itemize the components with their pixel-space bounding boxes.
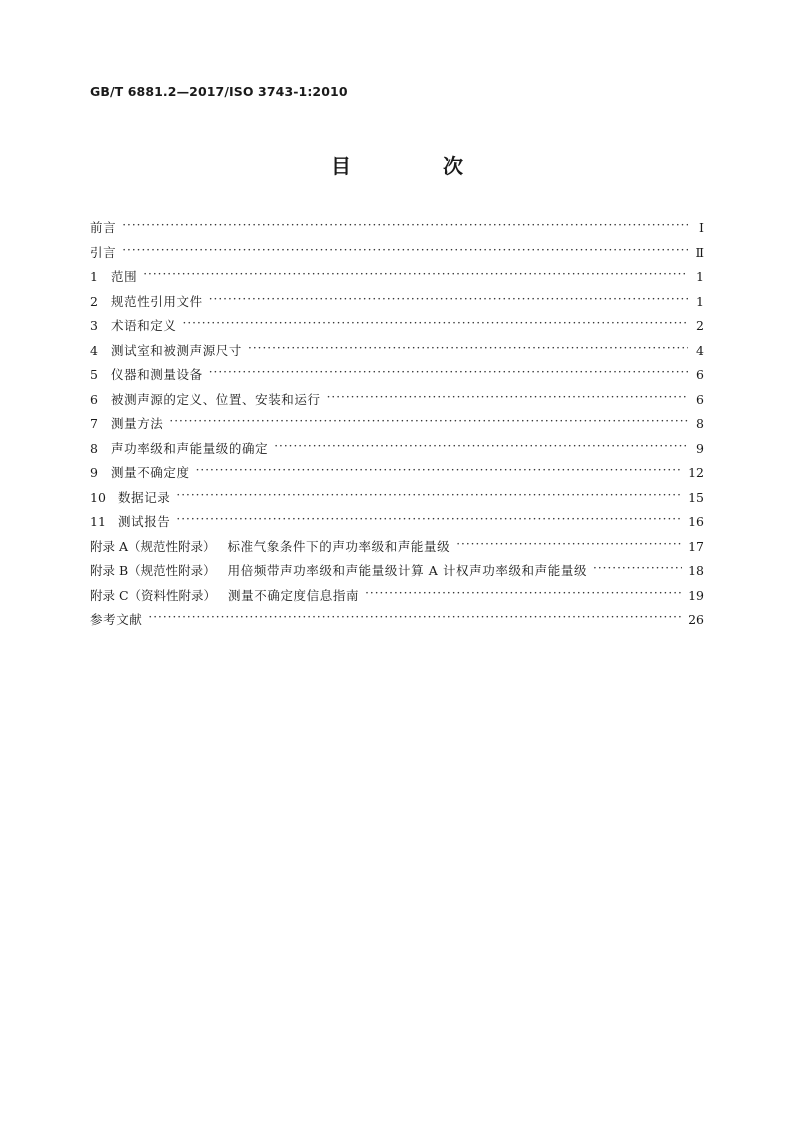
toc-leader: [122, 245, 688, 257]
toc-label: 用倍频带声功率级和声能量级计算 A 计权声功率级和声能量级: [227, 563, 588, 578]
toc-page-number: Ⅰ: [699, 220, 704, 235]
toc-label: 规范性引用文件: [111, 293, 203, 309]
table-of-contents: [90, 216, 704, 633]
toc-page-number: 1: [696, 269, 704, 284]
toc-entry-10[interactable]: [90, 486, 704, 511]
toc-leader: [176, 514, 682, 526]
toc-label: 引言: [90, 244, 117, 260]
toc-leader: [593, 563, 682, 575]
toc-annex-tag: 附录 C（资料性附录）: [90, 587, 217, 603]
toc-section-number: 3: [90, 318, 98, 333]
toc-leader: [365, 588, 682, 600]
toc-page-number: 2: [696, 318, 704, 333]
toc-page-number: 8: [696, 416, 704, 431]
toc-annex-tag: 附录 A（规范性附录）: [90, 538, 216, 554]
toc-page-number: 12: [688, 465, 704, 480]
toc-leader: [209, 294, 688, 306]
toc-entry-bibliography[interactable]: [90, 608, 704, 633]
toc-leader: [196, 465, 682, 477]
toc-page-number: 9: [696, 440, 704, 456]
toc-entry-annex-a[interactable]: [90, 535, 704, 560]
toc-label: 标准气象条件下的声功率级和声能量级: [227, 538, 451, 554]
toc-entry-4[interactable]: [90, 339, 704, 364]
toc-page-number: 1: [696, 293, 704, 309]
toc-entry-annex-c[interactable]: [90, 584, 704, 609]
standard-code: GB/T 6881.2—2017/ISO 3743-1:2010: [90, 84, 348, 99]
toc-leader: [143, 269, 688, 281]
toc-section-number: 5: [90, 367, 98, 382]
toc-entry-introduction[interactable]: [90, 241, 704, 266]
toc-annex-tag: 附录 B（规范性附录）: [90, 563, 216, 578]
toc-leader: [148, 612, 682, 624]
toc-entry-6[interactable]: [90, 388, 704, 413]
toc-entry-11[interactable]: [90, 510, 704, 535]
toc-label: 测量不确定度: [111, 465, 190, 480]
toc-page-number: 4: [696, 342, 704, 358]
toc-entry-3[interactable]: [90, 314, 704, 339]
page-title: 目 次: [331, 154, 499, 178]
toc-leader: [183, 318, 688, 330]
toc-entry-7[interactable]: [90, 412, 704, 437]
toc-leader: [176, 490, 682, 502]
toc-leader: [274, 441, 688, 453]
toc-page-number: 6: [696, 367, 704, 382]
toc-page-number: Ⅱ: [695, 244, 704, 260]
toc-section-number: 8: [90, 440, 98, 456]
toc-section-number: 10: [90, 489, 106, 505]
toc-section-number: 9: [90, 465, 98, 480]
toc-section-number: 4: [90, 342, 98, 358]
toc-label: 被测声源的定义、位置、安装和运行: [111, 391, 321, 407]
toc-leader: [169, 416, 688, 428]
toc-page-number: 16: [688, 514, 704, 529]
toc-leader: [248, 343, 688, 355]
toc-page-number: 26: [688, 612, 704, 627]
toc-label: 仪器和测量设备: [111, 367, 203, 382]
toc-label: 范围: [111, 269, 138, 284]
toc-leader: [122, 220, 688, 232]
toc-entry-8[interactable]: [90, 437, 704, 462]
toc-entry-foreword[interactable]: [90, 216, 704, 241]
toc-section-number: 11: [90, 514, 106, 529]
toc-label: 前言: [90, 220, 117, 235]
toc-section-number: 6: [90, 391, 98, 407]
toc-page-number: 15: [688, 489, 704, 505]
toc-label: 数据记录: [118, 489, 171, 505]
toc-entry-2[interactable]: [90, 290, 704, 315]
toc-section-number: 2: [90, 293, 98, 309]
toc-label: 声功率级和声能量级的确定: [111, 440, 269, 456]
toc-section-number: 1: [90, 269, 98, 284]
toc-page-number: 17: [688, 538, 704, 554]
toc-entry-1[interactable]: [90, 265, 704, 290]
toc-page-number: 19: [688, 587, 704, 603]
toc-label: 测试报告: [118, 514, 171, 529]
toc-label: 参考文献: [90, 612, 143, 627]
toc-label: 测量方法: [111, 416, 164, 431]
toc-section-number: 7: [90, 416, 98, 431]
toc-page-number: 18: [688, 563, 704, 578]
toc-label: 测量不确定度信息指南: [228, 587, 360, 603]
toc-label: 术语和定义: [111, 318, 177, 333]
toc-entry-9[interactable]: [90, 461, 704, 486]
toc-leader: [456, 539, 682, 551]
toc-label: 测试室和被测声源尺寸: [111, 342, 243, 358]
toc-entry-5[interactable]: [90, 363, 704, 388]
toc-leader: [327, 392, 688, 404]
toc-entry-annex-b[interactable]: [90, 559, 704, 584]
toc-page-number: 6: [696, 391, 704, 407]
toc-leader: [209, 367, 688, 379]
